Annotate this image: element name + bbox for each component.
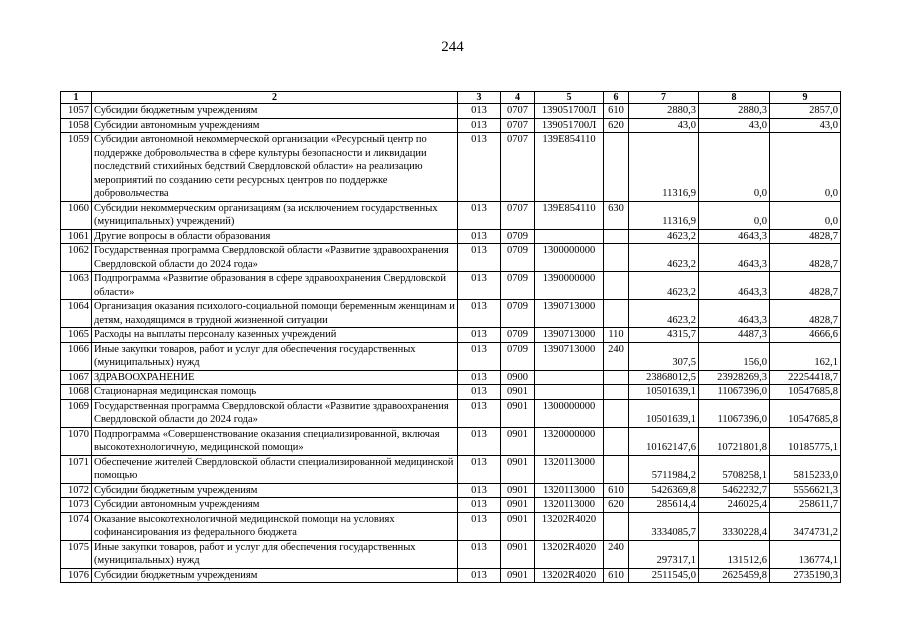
admin-code-cell: 013 bbox=[458, 201, 501, 229]
target-code-cell bbox=[535, 385, 604, 400]
amount-col9-cell: 22254418,7 bbox=[770, 370, 841, 385]
expense-type-cell: 240 bbox=[604, 342, 629, 370]
row-number-cell: 1064 bbox=[61, 300, 92, 328]
table-row bbox=[61, 455, 841, 483]
row-number-cell: 1058 bbox=[61, 118, 92, 133]
column-header: 1 bbox=[61, 92, 92, 104]
amount-col8-cell: 43,0 bbox=[699, 118, 770, 133]
amount-col9-cell: 4828,7 bbox=[770, 272, 841, 300]
amount-col8-cell: 3330228,4 bbox=[699, 512, 770, 540]
expense-name-cell: Другие вопросы в области образования bbox=[92, 229, 458, 244]
amount-col8-cell: 0,0 bbox=[699, 133, 770, 202]
section-code-cell: 0901 bbox=[501, 568, 535, 583]
admin-code-cell: 013 bbox=[458, 104, 501, 119]
amount-col7-cell: 4623,2 bbox=[629, 244, 699, 272]
amount-col9-cell: 2735190,3 bbox=[770, 568, 841, 583]
row-number-cell: 1075 bbox=[61, 540, 92, 568]
target-code-cell bbox=[535, 229, 604, 244]
admin-code-cell: 013 bbox=[458, 272, 501, 300]
budget-table bbox=[60, 91, 841, 583]
expense-name-cell: Государственная программа Свердловской области «Развитие здравоохранения Свердловской области до 2024 года» bbox=[92, 399, 458, 427]
amount-col8-cell: 131512,6 bbox=[699, 540, 770, 568]
admin-code-cell: 013 bbox=[458, 244, 501, 272]
row-number-cell: 1070 bbox=[61, 427, 92, 455]
table-row bbox=[61, 342, 841, 370]
table-row bbox=[61, 512, 841, 540]
target-code-cell: 1320113000 bbox=[535, 455, 604, 483]
section-code-cell: 0709 bbox=[501, 272, 535, 300]
amount-col9-cell: 162,1 bbox=[770, 342, 841, 370]
target-code-cell: 139Е854110 bbox=[535, 133, 604, 202]
section-code-cell: 0707 bbox=[501, 133, 535, 202]
expense-name-cell: Подпрограмма «Развитие образования в сфере здравоохранения Свердловской области» bbox=[92, 272, 458, 300]
expense-type-cell bbox=[604, 272, 629, 300]
expense-name-cell: Подпрограмма «Совершенствование оказания специализированной, включая высокотехнологичную, медицинской помощи» bbox=[92, 427, 458, 455]
amount-col9-cell: 4828,7 bbox=[770, 244, 841, 272]
section-code-cell: 0900 bbox=[501, 370, 535, 385]
admin-code-cell: 013 bbox=[458, 399, 501, 427]
expense-type-cell bbox=[604, 133, 629, 202]
amount-col7-cell: 5426369,8 bbox=[629, 483, 699, 498]
target-code-cell: 1390713000 bbox=[535, 328, 604, 343]
target-code-cell: 1320113000 bbox=[535, 483, 604, 498]
column-header: 2 bbox=[92, 92, 458, 104]
expense-type-cell bbox=[604, 399, 629, 427]
amount-col7-cell: 11316,9 bbox=[629, 201, 699, 229]
amount-col7-cell: 2511545,0 bbox=[629, 568, 699, 583]
amount-col9-cell: 0,0 bbox=[770, 133, 841, 202]
expense-type-cell: 620 bbox=[604, 118, 629, 133]
admin-code-cell: 013 bbox=[458, 427, 501, 455]
amount-col8-cell: 4643,3 bbox=[699, 244, 770, 272]
amount-col7-cell: 297317,1 bbox=[629, 540, 699, 568]
amount-col9-cell: 10547685,8 bbox=[770, 399, 841, 427]
amount-col8-cell: 0,0 bbox=[699, 201, 770, 229]
table-row bbox=[61, 201, 841, 229]
table-body bbox=[61, 104, 841, 583]
amount-col8-cell: 5462232,7 bbox=[699, 483, 770, 498]
amount-col7-cell: 10501639,1 bbox=[629, 399, 699, 427]
amount-col8-cell: 11067396,0 bbox=[699, 385, 770, 400]
expense-name-cell: Субсидии бюджетным учреждениям bbox=[92, 104, 458, 119]
admin-code-cell: 013 bbox=[458, 370, 501, 385]
expense-name-cell: Субсидии автономным учреждениям bbox=[92, 118, 458, 133]
expense-name-cell: Субсидии некоммерческим организациям (за исключением государственных (муниципальных) учреждений) bbox=[92, 201, 458, 229]
amount-col8-cell: 11067396,0 bbox=[699, 399, 770, 427]
row-number-cell: 1063 bbox=[61, 272, 92, 300]
column-header: 4 bbox=[501, 92, 535, 104]
row-number-cell: 1057 bbox=[61, 104, 92, 119]
expense-type-cell bbox=[604, 455, 629, 483]
column-header: 7 bbox=[629, 92, 699, 104]
expense-name-cell: Стационарная медицинская помощь bbox=[92, 385, 458, 400]
amount-col7-cell: 23868012,5 bbox=[629, 370, 699, 385]
target-code-cell bbox=[535, 370, 604, 385]
expense-name-cell: Субсидии бюджетным учреждениям bbox=[92, 483, 458, 498]
expense-type-cell bbox=[604, 229, 629, 244]
row-number-cell: 1066 bbox=[61, 342, 92, 370]
expense-type-cell bbox=[604, 385, 629, 400]
table-row bbox=[61, 568, 841, 583]
section-code-cell: 0901 bbox=[501, 427, 535, 455]
table-row bbox=[61, 399, 841, 427]
section-code-cell: 0709 bbox=[501, 342, 535, 370]
amount-col8-cell: 156,0 bbox=[699, 342, 770, 370]
row-number-cell: 1071 bbox=[61, 455, 92, 483]
amount-col8-cell: 10721801,8 bbox=[699, 427, 770, 455]
expense-name-cell: Субсидии бюджетным учреждениям bbox=[92, 568, 458, 583]
amount-col8-cell: 5708258,1 bbox=[699, 455, 770, 483]
target-code-cell: 1390713000 bbox=[535, 342, 604, 370]
amount-col9-cell: 43,0 bbox=[770, 118, 841, 133]
row-number-cell: 1061 bbox=[61, 229, 92, 244]
amount-col7-cell: 4623,2 bbox=[629, 272, 699, 300]
amount-col8-cell: 23928269,3 bbox=[699, 370, 770, 385]
expense-name-cell: Субсидии автономной некоммерческой организации «Ресурсный центр по поддержке добровольчества в сфере культуры безопасности и ликвидации последствий стихийных бедствий Свердловской области» на реализацию мероприятий по созданию сети ресурсных центров по поддержке добровольчества bbox=[92, 133, 458, 202]
admin-code-cell: 013 bbox=[458, 568, 501, 583]
section-code-cell: 0901 bbox=[501, 498, 535, 513]
section-code-cell: 0901 bbox=[501, 455, 535, 483]
expense-type-cell bbox=[604, 300, 629, 328]
table-row bbox=[61, 229, 841, 244]
amount-col8-cell: 246025,4 bbox=[699, 498, 770, 513]
amount-col7-cell: 10501639,1 bbox=[629, 385, 699, 400]
table-row bbox=[61, 540, 841, 568]
target-code-cell: 13202R4020 bbox=[535, 512, 604, 540]
admin-code-cell: 013 bbox=[458, 342, 501, 370]
row-number-cell: 1060 bbox=[61, 201, 92, 229]
amount-col7-cell: 10162147,6 bbox=[629, 427, 699, 455]
amount-col9-cell: 258611,7 bbox=[770, 498, 841, 513]
expense-type-cell bbox=[604, 512, 629, 540]
amount-col9-cell: 3474731,2 bbox=[770, 512, 841, 540]
page-number: 244 bbox=[441, 39, 464, 55]
admin-code-cell: 013 bbox=[458, 498, 501, 513]
table-row bbox=[61, 328, 841, 343]
column-header: 5 bbox=[535, 92, 604, 104]
section-code-cell: 0709 bbox=[501, 300, 535, 328]
amount-col7-cell: 11316,9 bbox=[629, 133, 699, 202]
expense-type-cell bbox=[604, 427, 629, 455]
table-row bbox=[61, 427, 841, 455]
section-code-cell: 0707 bbox=[501, 201, 535, 229]
amount-col8-cell: 2625459,8 bbox=[699, 568, 770, 583]
admin-code-cell: 013 bbox=[458, 300, 501, 328]
row-number-cell: 1062 bbox=[61, 244, 92, 272]
amount-col7-cell: 43,0 bbox=[629, 118, 699, 133]
target-code-cell: 13202R4020 bbox=[535, 568, 604, 583]
table-row bbox=[61, 244, 841, 272]
row-number-cell: 1068 bbox=[61, 385, 92, 400]
expense-type-cell: 110 bbox=[604, 328, 629, 343]
amount-col8-cell: 4643,3 bbox=[699, 272, 770, 300]
expense-type-cell: 630 bbox=[604, 201, 629, 229]
target-code-cell: 13202R4020 bbox=[535, 540, 604, 568]
amount-col9-cell: 10185775,1 bbox=[770, 427, 841, 455]
table-row bbox=[61, 385, 841, 400]
admin-code-cell: 013 bbox=[458, 385, 501, 400]
row-number-cell: 1067 bbox=[61, 370, 92, 385]
row-number-cell: 1065 bbox=[61, 328, 92, 343]
admin-code-cell: 013 bbox=[458, 118, 501, 133]
amount-col8-cell: 4643,3 bbox=[699, 300, 770, 328]
amount-col8-cell: 4487,3 bbox=[699, 328, 770, 343]
header-row bbox=[61, 92, 841, 104]
row-number-cell: 1073 bbox=[61, 498, 92, 513]
admin-code-cell: 013 bbox=[458, 483, 501, 498]
expense-type-cell: 610 bbox=[604, 568, 629, 583]
table-row bbox=[61, 133, 841, 202]
expense-name-cell: Расходы на выплаты персоналу казенных учреждений bbox=[92, 328, 458, 343]
admin-code-cell: 013 bbox=[458, 328, 501, 343]
amount-col7-cell: 285614,4 bbox=[629, 498, 699, 513]
section-code-cell: 0901 bbox=[501, 399, 535, 427]
section-code-cell: 0707 bbox=[501, 118, 535, 133]
section-code-cell: 0901 bbox=[501, 540, 535, 568]
expense-name-cell: Субсидии автономным учреждениям bbox=[92, 498, 458, 513]
expense-name-cell: Иные закупки товаров, работ и услуг для обеспечения государственных (муниципальных) нужд bbox=[92, 540, 458, 568]
column-header: 9 bbox=[770, 92, 841, 104]
section-code-cell: 0901 bbox=[501, 512, 535, 540]
table-row bbox=[61, 370, 841, 385]
amount-col7-cell: 4623,2 bbox=[629, 229, 699, 244]
admin-code-cell: 013 bbox=[458, 455, 501, 483]
amount-col7-cell: 2880,3 bbox=[629, 104, 699, 119]
target-code-cell: 1320113000 bbox=[535, 498, 604, 513]
section-code-cell: 0901 bbox=[501, 385, 535, 400]
column-header: 8 bbox=[699, 92, 770, 104]
section-code-cell: 0707 bbox=[501, 104, 535, 119]
amount-col9-cell: 0,0 bbox=[770, 201, 841, 229]
amount-col9-cell: 5815233,0 bbox=[770, 455, 841, 483]
expense-name-cell: Организация оказания психолого-социальной помощи беременным женщинам и детям, находящимся в трудной жизненной ситуации bbox=[92, 300, 458, 328]
expense-name-cell: Государственная программа Свердловской области «Развитие здравоохранения Свердловской области до 2024 года» bbox=[92, 244, 458, 272]
column-header: 6 bbox=[604, 92, 629, 104]
amount-col9-cell: 4666,6 bbox=[770, 328, 841, 343]
admin-code-cell: 013 bbox=[458, 540, 501, 568]
target-code-cell: 1320000000 bbox=[535, 427, 604, 455]
column-header: 3 bbox=[458, 92, 501, 104]
amount-col7-cell: 4315,7 bbox=[629, 328, 699, 343]
section-code-cell: 0709 bbox=[501, 244, 535, 272]
target-code-cell: 139051700Л bbox=[535, 104, 604, 119]
amount-col9-cell: 4828,7 bbox=[770, 300, 841, 328]
expense-type-cell: 610 bbox=[604, 483, 629, 498]
expense-name-cell: ЗДРАВООХРАНЕНИЕ bbox=[92, 370, 458, 385]
row-number-cell: 1072 bbox=[61, 483, 92, 498]
target-code-cell: 139Е854110 bbox=[535, 201, 604, 229]
table-row bbox=[61, 483, 841, 498]
amount-col9-cell: 136774,1 bbox=[770, 540, 841, 568]
amount-col9-cell: 2857,0 bbox=[770, 104, 841, 119]
expense-type-cell: 610 bbox=[604, 104, 629, 119]
table-row bbox=[61, 498, 841, 513]
target-code-cell: 1390000000 bbox=[535, 272, 604, 300]
expense-name-cell: Обеспечение жителей Свердловской области специализированной медицинской помощью bbox=[92, 455, 458, 483]
expense-type-cell bbox=[604, 244, 629, 272]
amount-col7-cell: 307,5 bbox=[629, 342, 699, 370]
amount-col9-cell: 5556621,3 bbox=[770, 483, 841, 498]
section-code-cell: 0709 bbox=[501, 328, 535, 343]
amount-col9-cell: 4828,7 bbox=[770, 229, 841, 244]
admin-code-cell: 013 bbox=[458, 133, 501, 202]
expense-type-cell: 620 bbox=[604, 498, 629, 513]
row-number-cell: 1074 bbox=[61, 512, 92, 540]
target-code-cell: 1300000000 bbox=[535, 244, 604, 272]
amount-col9-cell: 10547685,8 bbox=[770, 385, 841, 400]
amount-col7-cell: 4623,2 bbox=[629, 300, 699, 328]
amount-col8-cell: 4643,3 bbox=[699, 229, 770, 244]
row-number-cell: 1069 bbox=[61, 399, 92, 427]
admin-code-cell: 013 bbox=[458, 229, 501, 244]
expense-name-cell: Иные закупки товаров, работ и услуг для обеспечения государственных (муниципальных) нужд bbox=[92, 342, 458, 370]
amount-col7-cell: 5711984,2 bbox=[629, 455, 699, 483]
table-row bbox=[61, 300, 841, 328]
section-code-cell: 0709 bbox=[501, 229, 535, 244]
table-row bbox=[61, 118, 841, 133]
expense-type-cell bbox=[604, 370, 629, 385]
table-row bbox=[61, 104, 841, 119]
row-number-cell: 1059 bbox=[61, 133, 92, 202]
admin-code-cell: 013 bbox=[458, 512, 501, 540]
expense-type-cell: 240 bbox=[604, 540, 629, 568]
table-row bbox=[61, 272, 841, 300]
target-code-cell: 1390713000 bbox=[535, 300, 604, 328]
amount-col8-cell: 2880,3 bbox=[699, 104, 770, 119]
section-code-cell: 0901 bbox=[501, 483, 535, 498]
target-code-cell: 139051700Л bbox=[535, 118, 604, 133]
row-number-cell: 1076 bbox=[61, 568, 92, 583]
target-code-cell: 1300000000 bbox=[535, 399, 604, 427]
expense-name-cell: Оказание высокотехнологичной медицинской помощи на условиях софинансирования из федерального бюджета bbox=[92, 512, 458, 540]
amount-col7-cell: 3334085,7 bbox=[629, 512, 699, 540]
